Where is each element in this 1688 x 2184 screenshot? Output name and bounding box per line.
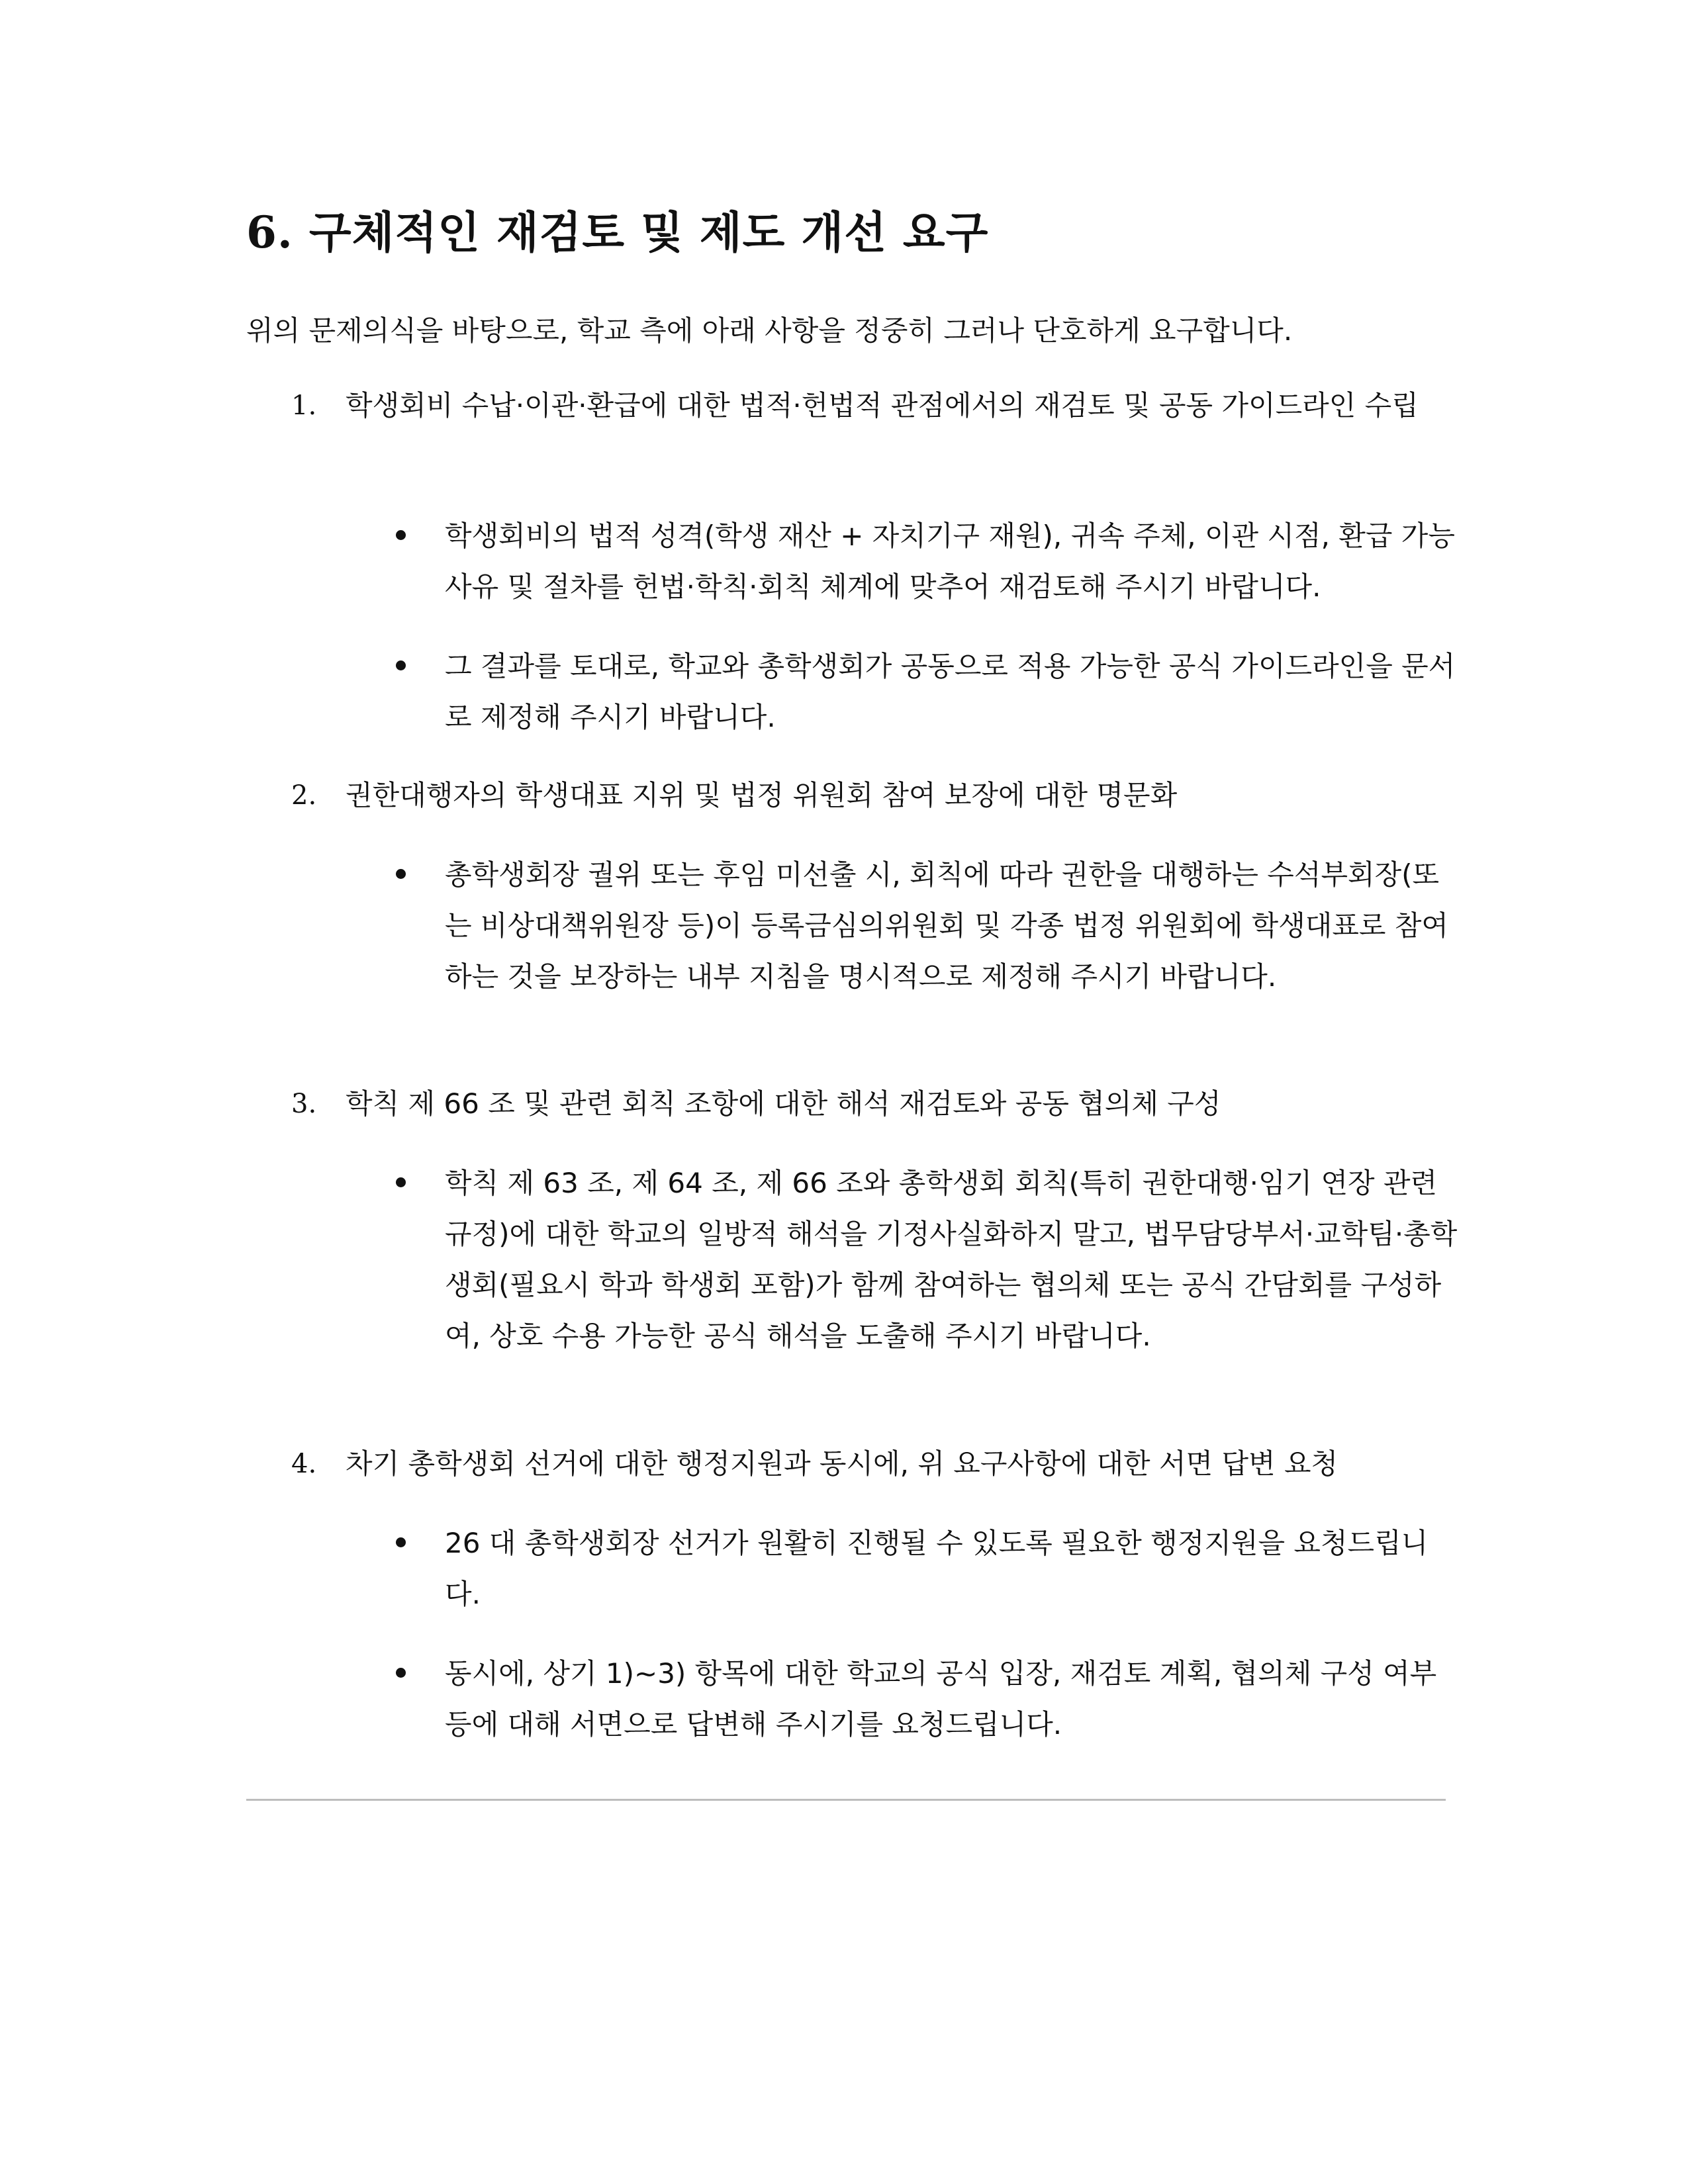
list-item-title: 학칙 제 66 조 및 관련 회칙 조항에 대한 해석 재검토와 공동 협의체 구성 xyxy=(346,1087,1221,1120)
bullet-icon xyxy=(396,1177,406,1187)
list-item-title: 권한대행자의 학생대표 지위 및 법정 위원회 참여 보장에 대한 명문화 xyxy=(346,779,1178,811)
bullet-icon xyxy=(396,1668,406,1678)
section-number: 6. xyxy=(246,206,293,258)
section-heading xyxy=(246,203,988,263)
bullet-icon xyxy=(396,530,406,540)
bullet-text: 동시에, 상기 1)~3) 항목에 대한 학교의 공식 입장, 재검토 계획, 협의체 구성 여부 등에 대해 서면으로 답변해 주시기를 요청드립니다. xyxy=(445,1657,1437,1741)
bullet-text: 그 결과를 토대로, 학교와 총학생회가 공동으로 적용 가능한 공식 가이드라인을 문서로 제정해 주시기 바랍니다. xyxy=(445,650,1456,733)
list-item-title: 차기 총학생회 선거에 대한 행정지원과 동시에, 위 요구사항에 대한 서면 답변 요청 xyxy=(346,1447,1338,1480)
bullet-text: 학생회비의 법적 성격(학생 재산 + 자치기구 재원), 귀속 주체, 이관 시점, 환급 가능 사유 및 절차를 헌법·학칙·회칙 체계에 맞추어 재검토해 주시기 바랍니다. xyxy=(445,520,1455,603)
bullet-text: 26 대 총학생회장 선거가 원활히 진행될 수 있도록 필요한 행정지원을 요청드립니다. xyxy=(445,1527,1429,1610)
bullet-text: 총학생회장 궐위 또는 후임 미선출 시, 회칙에 따라 권한을 대행하는 수석부회장(또는 비상대책위원장 등)이 등록금심의위원회 및 각종 법정 위원회에 학생대표로 참여하는 것을 보장하는 내부 지침을 명시적으로 제정해 주시기 바랍니다. xyxy=(445,858,1448,993)
list-item-title: 학생회비 수납·이관·환급에 대한 법적·헌법적 관점에서의 재검토 및 공동 가이드라인 수립 xyxy=(346,389,1419,422)
bullet-icon xyxy=(396,1537,406,1547)
section-title: 구체적인 재검토 및 제도 개선 요구 xyxy=(308,207,989,258)
bullet-icon xyxy=(396,869,406,879)
bullet-text: 학칙 제 63 조, 제 64 조, 제 66 조와 총학생회 회칙(특히 권한대행·임기 연장 관련 규정)에 대한 학교의 일방적 해석을 기정사실화하지 말고, 법무담당부서·교학팀·총학생회(필요시 학과 학생회 포함)가 함께 참여하는 협의체 또는 공식 간담회를 구성하여, 상호 수용 가능한 공식 해석을 도출해 주시기 바랍니다. xyxy=(445,1167,1458,1352)
intro-paragraph: 위의 문제의식을 바탕으로, 학교 측에 아래 사항을 정중히 그러나 단호하게 요구합니다. xyxy=(246,314,1293,347)
horizontal-divider xyxy=(246,1799,1446,1801)
list-item-number: 2. xyxy=(291,780,317,811)
bullet-icon xyxy=(396,660,406,670)
list-item-number: 4. xyxy=(291,1449,317,1479)
list-item-number: 1. xyxy=(291,390,317,421)
list-item-number: 3. xyxy=(291,1089,317,1119)
